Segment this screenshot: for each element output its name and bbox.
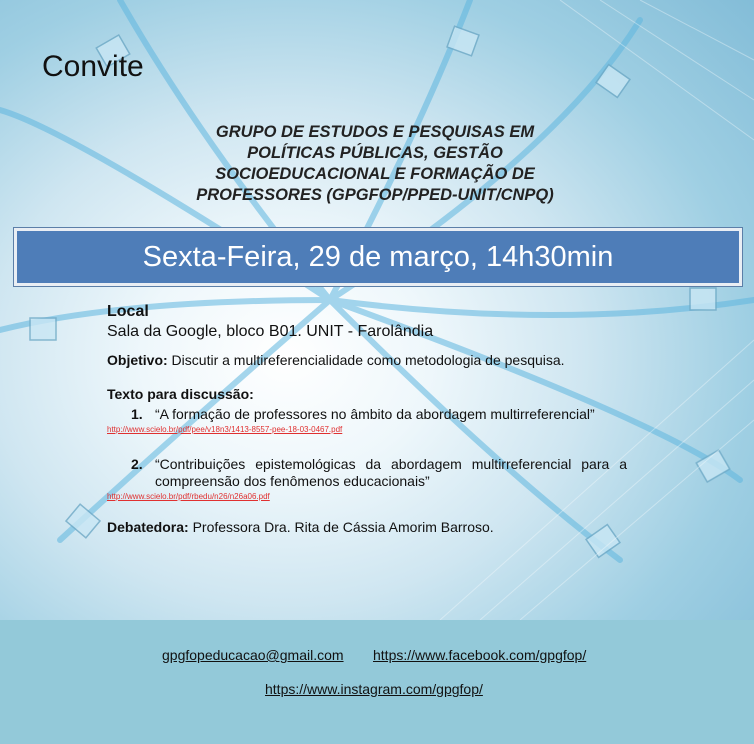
invitation-title: Convite (42, 50, 144, 83)
instagram-link[interactable]: https://www.instagram.com/gpgfop/ (265, 681, 483, 697)
reading-heading: Texto para discussão: (107, 386, 254, 402)
org-line: SOCIOEDUCACIONAL E FORMAÇÃO DE (215, 165, 535, 183)
objective-text: Discutir a multireferencialidade como metodologia de pesquisa. (167, 352, 565, 368)
reading-title: “Contribuições epistemológicas da abordagem multirreferencial para a compreensão dos fenômenos educacionais” (155, 456, 627, 489)
reading-number: 1. (131, 406, 143, 422)
event-details (107, 303, 627, 535)
reading-link[interactable]: http://www.scielo.br/pdf/pee/v18n3/1413-8557-pee-18-03-0467.pdf (107, 425, 343, 434)
facebook-link[interactable]: https://www.facebook.com/gpgfop/ (373, 647, 587, 663)
local-heading: Local (107, 303, 149, 320)
reading-link[interactable]: http://www.scielo.br/pdf/rbedu/n26/n26a06.pdf (107, 492, 270, 501)
org-line: GRUPO DE ESTUDOS E PESQUISAS EM (215, 123, 535, 141)
debater (107, 519, 627, 535)
reading-item (131, 456, 627, 490)
local-value: Sala da Google, bloco B01. UNIT - Farolândia (107, 323, 434, 340)
reading-item (131, 406, 627, 423)
contact-footer (0, 620, 754, 744)
org-line: PROFESSORES (GPGFOP/PPED-UNIT/CNPQ) (196, 186, 554, 204)
reading-title: “A formação de professores no âmbito da abordagem multirreferencial” (155, 406, 595, 422)
debater-name: Professora Dra. Rita de Cássia Amorim Barroso. (188, 519, 494, 535)
reading-number: 2. (131, 456, 143, 472)
date-banner: Sexta-Feira, 29 de março, 14h30min (14, 228, 742, 286)
objective-label: Objetivo: (107, 352, 168, 368)
debater-label: Debatedora: (107, 519, 189, 535)
email-link[interactable]: gpgfopeducacao@gmail.com (162, 647, 344, 663)
organization-name (140, 122, 610, 206)
objective (107, 350, 627, 371)
org-line: POLÍTICAS PÚBLICAS, GESTÃO (247, 144, 503, 162)
